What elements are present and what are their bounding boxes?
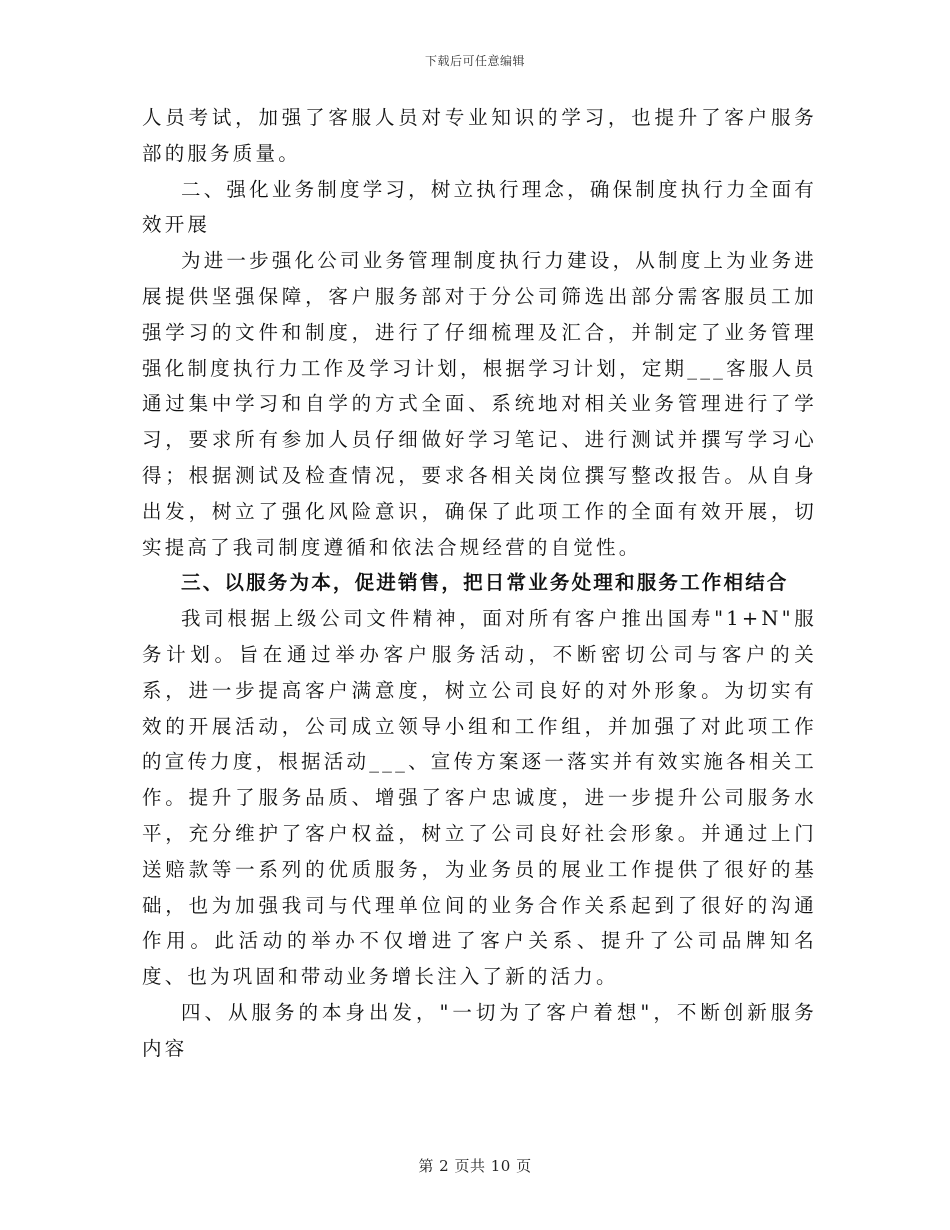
- section-heading-2: 二、强化业务制度学习，树立执行理念，确保制度执行力全面有效开展: [142, 177, 817, 237]
- paragraph-section-2-body: 为进一步强化公司业务管理制度执行力建设，从制度上为业务进展提供坚强保障，客户服务部对于分公司筛选出部分需客服员工加强学习的文件和制度，进行了仔细梳理及汇合，并制定了业务管理强化制度执行力工作及学习计划，根据学习计划，定期___客服人员通过集中学习和自学的方式全面、系统地对相关业务管理进行了学习，要求所有参加人员仔细做好学习笔记、进行测试并撰写学习心得；根据测试及检查情况，要求各相关岗位撰写整改报告。从自身出发，树立了强化风险意识，确保了此项工作的全面有效开展，切实提高了我司制度遵循和依法合规经营的自觉性。: [142, 249, 817, 559]
- paragraph-section-3-body: 我司根据上级公司文件精神，面对所有客户推出国寿"1+N"服务计划。旨在通过举办客户服务活动，不断密切公司与客户的关系，进一步提高客户满意度，树立公司良好的对外形象。为切实有效的开展活动，公司成立领导小组和工作组，并加强了对此项工作的宣传力度，根据活动___、宣传方案逐一落实并有效实施各相关工作。提升了服务品质、增强了客户忠诚度，进一步提升公司服务水平，充分维护了客户权益，树立了公司良好社会形象。并通过上门送赔款等一系列的优质服务，为业务员的展业工作提供了很好的基础，也为加强我司与代理单位间的业务合作关系起到了很好的沟通作用。此活动的举办不仅增进了客户关系、提升了公司品牌知名度、也为巩固和带动业务增长注入了新的活力。: [142, 607, 817, 989]
- page-header-note: 下载后可任意编辑: [424, 54, 525, 68]
- section-heading-3: 三、以服务为本，促进销售，把日常业务处理和服务工作相结合: [181, 571, 789, 595]
- document-body: [142, 100, 817, 1067]
- section-heading-4: 四、从服务的本身出发，"一切为了客户着想"，不断创新服务内容: [142, 1000, 817, 1060]
- page-number-footer: 第 2 页共 10 页: [418, 1157, 532, 1175]
- paragraph-continuation: 人员考试，加强了客服人员对专业知识的学习，也提升了客户服务部的服务质量。: [142, 106, 817, 165]
